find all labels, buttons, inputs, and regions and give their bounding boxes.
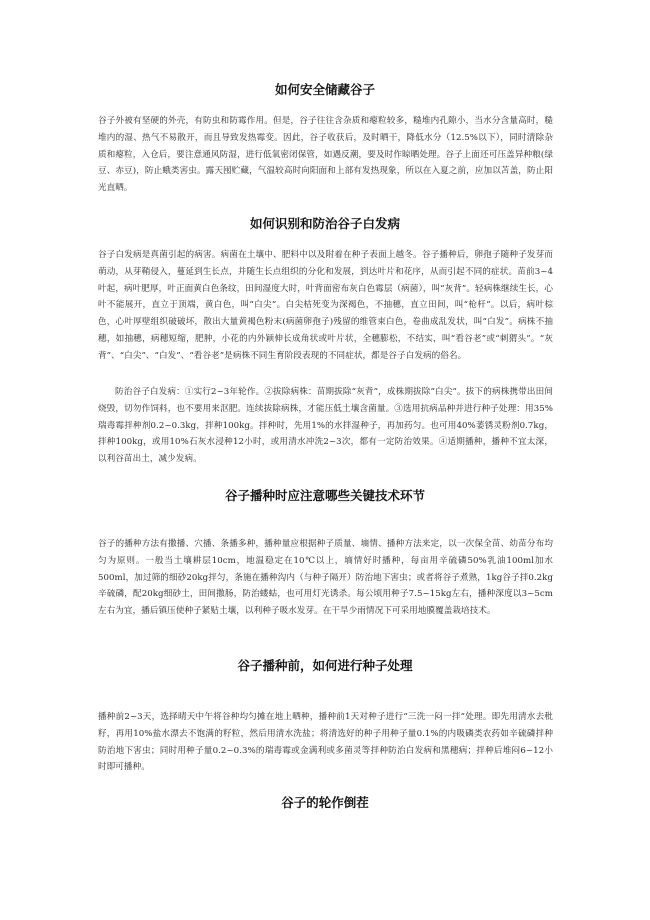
section-title-white-hair-disease: 如何识别和防治谷子白发病 <box>249 216 400 231</box>
section-title-storage: 如何安全储藏谷子 <box>274 82 375 97</box>
section-title-sowing-techniques: 谷子播种时应注意哪些关键技术环节 <box>224 488 425 503</box>
section-paragraph-disease-control: 防治谷子白发病：①实行2~3年轮作。②拔除病株：苗期拔除“灰背”，成株期拔除“白尖”。拔下的病株携带出田间烧毁，切勿作饲料，也不要用来沤肥。连续拔除病株，才能压低土壤含菌量。③选用抗病品种并进行种子处理：用35%瑞毒霉拌种剂0.2~0.3kg，拌种100kg。拌种时，先用1%的水拌湿种子，再加药匀。也可用40%萎锈灵粉剂0.7kg，拌种100kg，或用10%石灰水浸种12小时，或用清水冲洗2~3次，都有一定防治效果。④适期播种，播种不宜太深，以利谷苗出土，减少发病。 <box>98 387 553 465</box>
section-title-crop-rotation: 谷子的轮作倒茬 <box>281 795 369 810</box>
section-paragraph-seed-treatment: 播种前2~3天，选择晴天中午将谷种均匀摊在地上晒种，播种前1天对种子进行“三洗一闷一拌”处理。即先用清水去秕籽，再用10%盐水漂去不饱满的籽粒，然后用清水洗盐；将清选好的种子用种子量0.1%的内吸磷类农药如辛硫磷拌种防治地下害虫；同时用种子量0.2~0.3%的瑞毒霉或金满利或多菌灵等拌种防治白发病和黑穗病；拌种后堆闷6~12小时即可播种。 <box>98 712 553 773</box>
section-paragraph-sowing-techniques: 谷子的播种方法有撒播、穴播、条播多种，播种量应根据种子质量、墒情、播种方法来定，以一次保全苗、幼苗分布均匀为原则。一般当土壤耕层10cm，地温稳定在10℃以上，墒情好时播种，每亩用辛硫磷50%乳油100ml加水500ml，加过筛的细砂20kg拌匀，条施在播种沟内（与种子隔开）防治地下害虫；或者将谷子煮熟，1kg谷子拌0.2kg辛硫磷，配20kg细砂土，田间撒肠，防治蝼蛄，也可用灯光诱杀。每公顷用种子7.5~15kg左右，播种深度以3~5cm左右为宜，播后镇压使种子紧贴土壤，以利种子吸水发芽。在干旱少雨情况下可采用地膜覆盖栽培技术。 <box>98 539 553 617</box>
section-paragraph-storage: 谷子外被有坚硬的外壳，有防虫和防霉作用。但是，谷子往往含杂质和瘪粒较多，糙堆内孔隙小，当水分含量高时，糙堆内的湿、热气不易散开，而且导致发热霉变。因此，谷子收获后，及时晒干，降低水分（12.5%以下），同时清除杂质和瘪粒，入仓后，要注意通风防湿，进行低氧密闭保管，如遇反潮，要及时作晾晒处理。谷子上面还可压盖异种粮(绿豆、赤豆)，防止蛾类害虫。露天囤贮藏，气温较高时向阳面和上部有发热现象，所以在入夏之前，应加以苫盖，防止阳光直晒。 <box>98 116 553 194</box>
section-paragraph-disease-symptoms: 谷子白发病是真菌引起的病害。病菌在土壤中、肥料中以及附着在种子表面上越冬。谷子播种后，卵孢子随种子发芽而萌动，从芽鞘侵入，蔓延到生长点，并随生长点组织的分化和发展，到达叶片和花序，从而引起不同的症状。苗前3~4叶起，病叶肥厚，叶正面黄白色条纹，田间湿度大时，叶背面密布灰白色霉层（病菌），叫“灰背”。轻病株继续生长，心叶不能展开，直立于顶端，黄白色，叫“白尖”。白尖枯死变为深褐色，不抽穗，直立田间，叫“枪杆”。以后，病叶棕色，心叶厚壁组织破破坏，散出大量黄褐色粉末(病菌卵孢子)残留的维管束白色，卷曲成乱发状，叫“白发”。病株不抽穗，如抽穗，病穗短缩，肥肿，小花的内外颖伸长成角状或叶片状，全穗膨松，不结实，叫“看谷老”或“刺猬头”。“灰背”、“白尖”、“白发”、“看谷老”是病株不同生育阶段表现的不同症状，都是谷子白发病的俗名。 <box>98 250 553 361</box>
section-title-seed-treatment: 谷子播种前，如何进行种子处理 <box>237 658 413 673</box>
